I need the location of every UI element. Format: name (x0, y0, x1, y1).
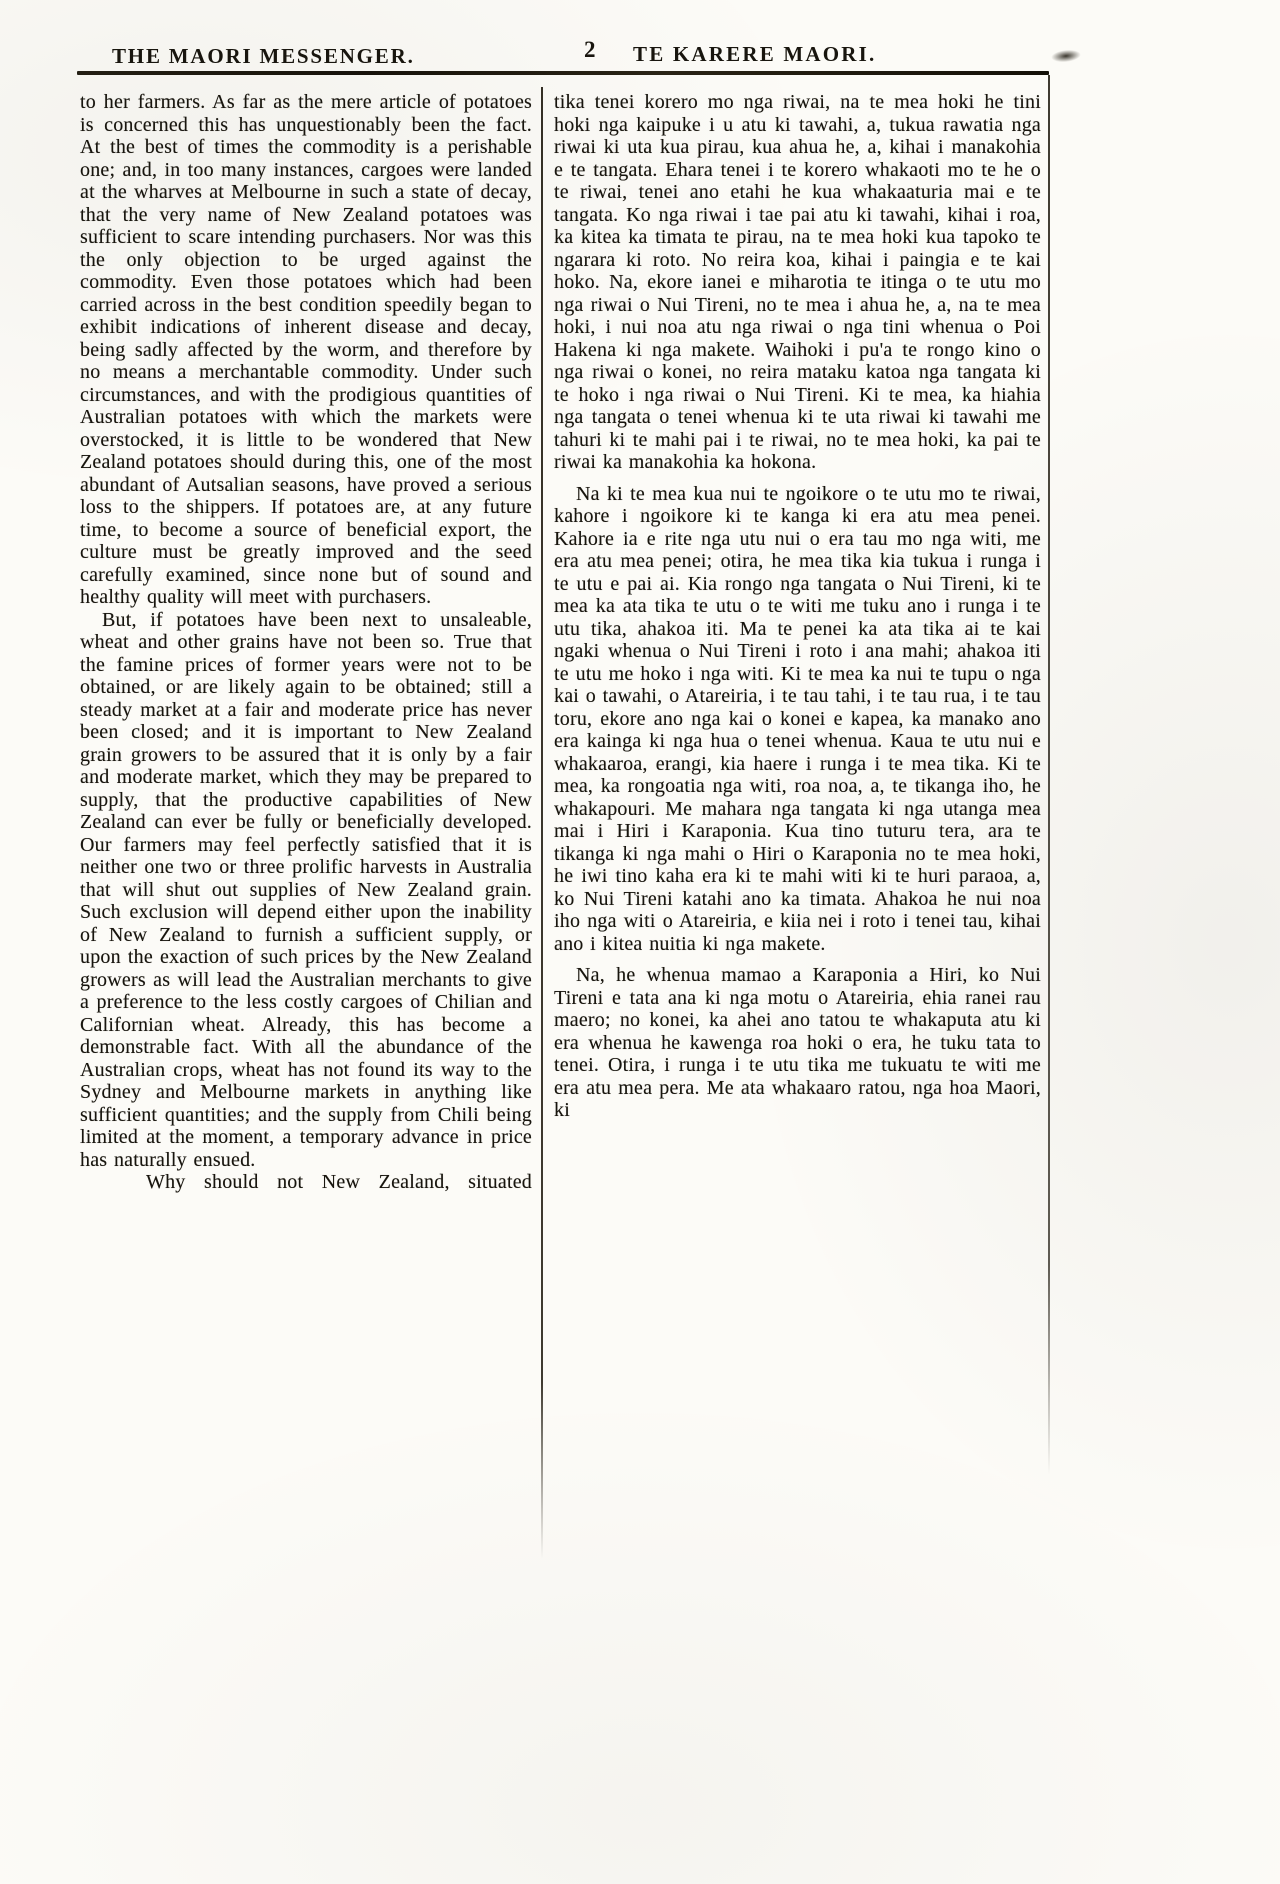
column-divider-rule (541, 87, 543, 1559)
right-column-maori (554, 91, 1041, 1122)
paragraph: Na, he whenua mamao a Karaponia a Hiri, ko Nui Tireni e tata ana ki nga motu o Atareiria, ehia ranei rau maero; no konei, ka ahei ano tatou te whakaputa atu ki era whenua he kawenga roa hoki o era, he tuku tata to tenei. Otira, i runga i te utu tika me tukuatu te witi me era atu mea pera. Me ata whakaaro ratou, nga hoa Maori, ki (554, 964, 1041, 1121)
page-number: 2 (584, 37, 596, 62)
paragraph: tika tenei korero mo nga riwai, na te mea hoki he tini hoki nga kaipuke i u atu ki tawahi, a, tukua rawatia nga riwai ki uta kua pirau, kua ahua he, a, kihai i manakohia e te tangata. Ehara tenei i te korero whakaoti mo te he o te riwai, tenei ano etahi he kua whakaaturia mai e te tangata. Ko nga riwai i tae pai atu ki tawahi, kihai i roa, ka kitea ka timata te pirau, na te mea hoki kua tapoko te ngarara ki roto. No reira koa, kihai i paingia e te kai hoko. Na, ekore ianei e miharotia te itinga o te utu mo nga riwai o Nui Tireni, no te mea i ahua he, a, na te mea hoki, i nui noa atu nga riwai o nga tini whenua o Poi Hakena ki nga makete. Waihoki i pu'a te rongo kino o nga riwai o konei, no reira mataku katoa nga tangata ki te hoko i nga riwai o Nui Tireni. Ki te mea, ka hiahia nga tangata o tenei whenua ki te uta riwai ki tawahi me tahuri ki te mahi pai i te riwai, no te mea hoki, ka pai te riwai ka manakohia ka hokona. (554, 91, 1041, 473)
page-edge-rule (1048, 75, 1050, 1475)
masthead-rule (77, 71, 1049, 75)
paragraph: Na ki te mea kua nui te ngoikore o te utu mo te riwai, kahore i ngoikore ki te kanga ki era atu mea penei. Kahore ia e rite nga utu nui o era tau mo nga witi, me era atu mea penei; otira, he mea tika kia tukua i runga i te utu e pai ai. Kia rongo nga tangata o Nui Tireni, ki te mea ka ata tika te utu o te witi me tuku ano i runga i te utu tika, ahakoa iti. Ma te penei ka ata tika ai te kai ngaki whenua o Nui Tireni i roto i ana mahi; ahakoa iti te utu me hoko i nga witi. Ki te mea ka nui te tupu o nga kai o tawahi, o Atareiria, i te tau tahi, i te tau rua, i te tau toru, ekore ano nga kai o konei e kapea, ka manako ano era kainga ki nga hua o tenei whenua. Kaua te utu nui e whakaaroa, erangi, kia haere i runga i te mea tika. Ki te mea, ka rongoatia nga witi, roa noa, a, te tikanga iho, he whakapouri. Me mahara nga tangata ki nga utanga mea mai i Hiri i Karaponia. Kua tino tuturu tera, ara te tikanga ki nga mahi o Hiri o Karaponia no te mea hoki, he iwi tino kaha era ki te mahi witi ki te huri paraoa, a, ko Nui Tireni katahi ano ka timata. Ahakoa he nui noa iho nga witi o Atareiria, e kiia nei i roto i tenei tau, kihai ano i kitea nuitia ki nga makete. (554, 482, 1041, 955)
left-column-english (80, 91, 532, 1194)
paragraph: But, if potatoes have been next to unsaleable, wheat and other grains have not been so. True that the famine prices of former years were not to be obtained, or are likely again to be obtained; still a steady market at a fair and moderate price has never been closed; and it is important to New Zealand grain growers to be assured that it is only by a fair and moderate market, which they may be prepared to supply, that the productive capabilities of New Zealand can ever be fully or beneficially developed. Our farmers may feel perfectly satisfied that it is neither one two or three prolific harvests in Australia that will shut out supplies of New Zealand grain. Such exclusion will depend either upon the inability of New Zealand to furnish a sufficient supply, or upon the exaction of such prices by the New Zealand growers as will lead the Australian merchants to give a preference to the less costly cargoes of Chilian and Californian wheat. Already, this has become a demonstrable fact. With all the abundance of the Australian crops, wheat has not found its way to the Sydney and Melbourne markets in anything like sufficient quantities; and the supply from Chili being limited at the moment, a temporary advance in price has naturally ensued. (80, 608, 532, 1171)
masthead-title-maori: TE KARERE MAORI. (633, 42, 877, 66)
paragraph: Why should not New Zealand, situated (146, 1171, 532, 1193)
masthead-title-english: THE MAORI MESSENGER. (112, 44, 415, 68)
ink-smudge (1050, 48, 1081, 63)
paragraph: to her farmers. As far as the mere article of potatoes is concerned this has unquestionably been the fact. At the best of times the commodity is a perishable one; and, in too many instances, cargoes were landed at the wharves at Melbourne in such a state of decay, that the very name of New Zealand potatoes was sufficient to scare intending purchasers. Nor was this the only objection to be urged against the commodity. Even those potatoes which had been carried across in the best condition speedily began to exhibit indications of inherent disease and decay, being sadly affected by the worm, and therefore by no means a merchantable commodity. Under such circumstances, and with the prodigious quantities of Australian potatoes with which the markets were overstocked, it is little to be wondered that New Zealand potatoes should during this, one of the most abundant of Autsalian seasons, have proved a serious loss to the shippers. If potatoes are, at any future time, to become a source of beneficial export, the culture must be greatly improved and the seed carefully examined, since none but of sound and healthy quality will meet with purchasers. (80, 91, 532, 608)
